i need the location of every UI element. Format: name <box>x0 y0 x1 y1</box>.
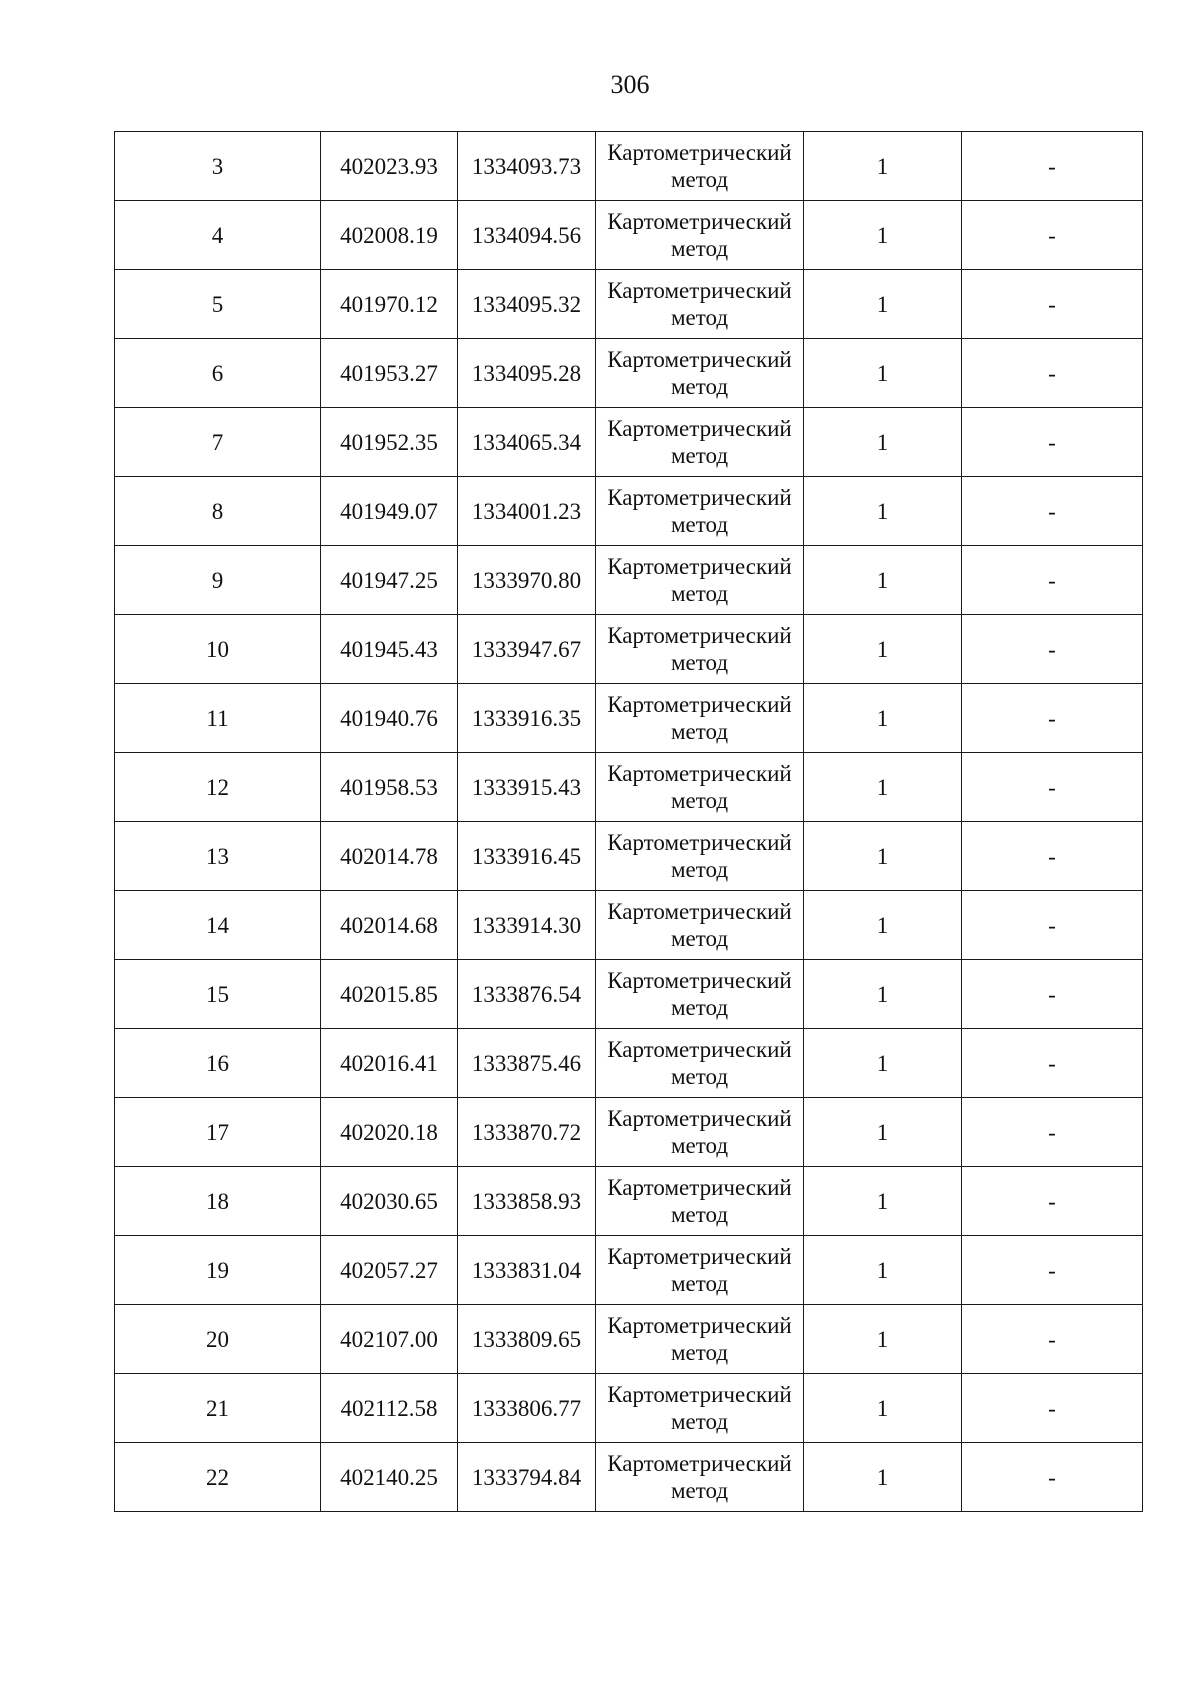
y-coordinate-cell: 1333914.30 <box>458 891 596 960</box>
y-coordinate-cell: 1333870.72 <box>458 1098 596 1167</box>
accuracy-cell: 1 <box>804 1374 962 1443</box>
x-coordinate-cell: 402112.58 <box>321 1374 458 1443</box>
note-cell: - <box>962 477 1143 546</box>
method-label-line-1: Картометрический <box>607 1451 792 1476</box>
note-cell: - <box>962 1029 1143 1098</box>
y-coordinate-cell: 1333875.46 <box>458 1029 596 1098</box>
method-label-line-2: метод <box>670 236 729 261</box>
point-number-cell: 19 <box>115 1236 321 1305</box>
note-cell: - <box>962 1374 1143 1443</box>
method-cell <box>596 132 804 201</box>
method-label-line-1: Картометрический <box>607 554 792 579</box>
x-coordinate-cell: 402015.85 <box>321 960 458 1029</box>
point-number-cell: 21 <box>115 1374 321 1443</box>
accuracy-cell: 1 <box>804 891 962 960</box>
table-row <box>115 270 1143 339</box>
table-row <box>115 1374 1143 1443</box>
note-cell: - <box>962 1305 1143 1374</box>
method-label-line-1: Картометрический <box>607 347 792 372</box>
x-coordinate-cell: 402016.41 <box>321 1029 458 1098</box>
accuracy-cell: 1 <box>804 546 962 615</box>
method-label-line-2: метод <box>670 1064 729 1089</box>
x-coordinate-cell: 402014.78 <box>321 822 458 891</box>
method-cell <box>596 891 804 960</box>
method-label-line-1: Картометрический <box>607 1313 792 1338</box>
page-number: 306 <box>610 70 650 99</box>
method-label-line-2: метод <box>670 650 729 675</box>
note-cell: - <box>962 753 1143 822</box>
method-label-line-2: метод <box>670 1271 729 1296</box>
method-cell <box>596 615 804 684</box>
method-label-line-2: метод <box>670 1133 729 1158</box>
method-cell <box>596 960 804 1029</box>
note-cell: - <box>962 201 1143 270</box>
point-number-cell: 22 <box>115 1443 321 1512</box>
accuracy-cell: 1 <box>804 684 962 753</box>
x-coordinate-cell: 401949.07 <box>321 477 458 546</box>
method-label-line-2: метод <box>670 1340 729 1365</box>
point-number-cell: 20 <box>115 1305 321 1374</box>
method-label-line-2: метод <box>670 581 729 606</box>
method-label-line-2: метод <box>670 1202 729 1227</box>
accuracy-cell: 1 <box>804 1236 962 1305</box>
method-cell <box>596 1167 804 1236</box>
method-cell <box>596 1098 804 1167</box>
method-label-line-1: Картометрический <box>607 1244 792 1269</box>
table-row <box>115 477 1143 546</box>
x-coordinate-cell: 402140.25 <box>321 1443 458 1512</box>
table-row <box>115 822 1143 891</box>
point-number-cell: 13 <box>115 822 321 891</box>
method-cell <box>596 1305 804 1374</box>
note-cell: - <box>962 891 1143 960</box>
method-cell <box>596 408 804 477</box>
y-coordinate-cell: 1334095.28 <box>458 339 596 408</box>
x-coordinate-cell: 401958.53 <box>321 753 458 822</box>
method-label-line-2: метод <box>670 374 729 399</box>
y-coordinate-cell: 1333858.93 <box>458 1167 596 1236</box>
note-cell: - <box>962 960 1143 1029</box>
table-row <box>115 1029 1143 1098</box>
table-row <box>115 684 1143 753</box>
table-row <box>115 960 1143 1029</box>
accuracy-cell: 1 <box>804 753 962 822</box>
point-number-cell: 15 <box>115 960 321 1029</box>
method-label-line-1: Картометрический <box>607 278 792 303</box>
x-coordinate-cell: 402057.27 <box>321 1236 458 1305</box>
note-cell: - <box>962 132 1143 201</box>
coordinates-table <box>114 131 1143 1512</box>
method-label-line-1: Картометрический <box>607 623 792 648</box>
x-coordinate-cell: 401947.25 <box>321 546 458 615</box>
y-coordinate-cell: 1334093.73 <box>458 132 596 201</box>
note-cell: - <box>962 408 1143 477</box>
table-row <box>115 891 1143 960</box>
table-row <box>115 201 1143 270</box>
accuracy-cell: 1 <box>804 1443 962 1512</box>
method-label-line-1: Картометрический <box>607 1175 792 1200</box>
note-cell: - <box>962 1236 1143 1305</box>
x-coordinate-cell: 402107.00 <box>321 1305 458 1374</box>
method-cell <box>596 477 804 546</box>
method-cell <box>596 339 804 408</box>
x-coordinate-cell: 401945.43 <box>321 615 458 684</box>
y-coordinate-cell: 1334095.32 <box>458 270 596 339</box>
accuracy-cell: 1 <box>804 270 962 339</box>
method-cell <box>596 201 804 270</box>
point-number-cell: 4 <box>115 201 321 270</box>
x-coordinate-cell: 402020.18 <box>321 1098 458 1167</box>
point-number-cell: 11 <box>115 684 321 753</box>
y-coordinate-cell: 1333876.54 <box>458 960 596 1029</box>
point-number-cell: 18 <box>115 1167 321 1236</box>
y-coordinate-cell: 1333809.65 <box>458 1305 596 1374</box>
method-cell <box>596 1029 804 1098</box>
y-coordinate-cell: 1333970.80 <box>458 546 596 615</box>
point-number-cell: 8 <box>115 477 321 546</box>
note-cell: - <box>962 1098 1143 1167</box>
table-row <box>115 1305 1143 1374</box>
method-label-line-1: Картометрический <box>607 485 792 510</box>
y-coordinate-cell: 1333806.77 <box>458 1374 596 1443</box>
x-coordinate-cell: 401953.27 <box>321 339 458 408</box>
table-row <box>115 546 1143 615</box>
method-label-line-1: Картометрический <box>607 209 792 234</box>
method-label-line-1: Картометрический <box>607 1037 792 1062</box>
x-coordinate-cell: 402023.93 <box>321 132 458 201</box>
x-coordinate-cell: 402014.68 <box>321 891 458 960</box>
method-label-line-1: Картометрический <box>607 692 792 717</box>
method-label-line-2: метод <box>670 512 729 537</box>
y-coordinate-cell: 1334001.23 <box>458 477 596 546</box>
table-row <box>115 615 1143 684</box>
point-number-cell: 12 <box>115 753 321 822</box>
accuracy-cell: 1 <box>804 132 962 201</box>
method-label-line-1: Картометрический <box>607 140 792 165</box>
point-number-cell: 3 <box>115 132 321 201</box>
accuracy-cell: 1 <box>804 615 962 684</box>
method-cell <box>596 1443 804 1512</box>
method-label-line-1: Картометрический <box>607 830 792 855</box>
method-label-line-2: метод <box>670 1478 729 1503</box>
coordinates-table-body <box>115 132 1143 1512</box>
note-cell: - <box>962 822 1143 891</box>
table-row <box>115 132 1143 201</box>
table-row <box>115 1236 1143 1305</box>
note-cell: - <box>962 339 1143 408</box>
method-label-line-2: метод <box>670 995 729 1020</box>
accuracy-cell: 1 <box>804 1029 962 1098</box>
y-coordinate-cell: 1333916.45 <box>458 822 596 891</box>
method-label-line-2: метод <box>670 1409 729 1434</box>
table-row <box>115 408 1143 477</box>
method-cell <box>596 822 804 891</box>
table-row <box>115 1098 1143 1167</box>
note-cell: - <box>962 1443 1143 1512</box>
accuracy-cell: 1 <box>804 477 962 546</box>
point-number-cell: 9 <box>115 546 321 615</box>
note-cell: - <box>962 615 1143 684</box>
y-coordinate-cell: 1333794.84 <box>458 1443 596 1512</box>
x-coordinate-cell: 401952.35 <box>321 408 458 477</box>
y-coordinate-cell: 1333831.04 <box>458 1236 596 1305</box>
method-label-line-2: метод <box>670 788 729 813</box>
method-label-line-1: Картометрический <box>607 761 792 786</box>
y-coordinate-cell: 1333916.35 <box>458 684 596 753</box>
point-number-cell: 16 <box>115 1029 321 1098</box>
y-coordinate-cell: 1334094.56 <box>458 201 596 270</box>
method-label-line-1: Картометрический <box>607 899 792 924</box>
method-cell <box>596 753 804 822</box>
note-cell: - <box>962 546 1143 615</box>
point-number-cell: 10 <box>115 615 321 684</box>
method-cell <box>596 1236 804 1305</box>
point-number-cell: 5 <box>115 270 321 339</box>
table-row <box>115 1167 1143 1236</box>
method-label-line-2: метод <box>670 857 729 882</box>
x-coordinate-cell: 402030.65 <box>321 1167 458 1236</box>
point-number-cell: 14 <box>115 891 321 960</box>
point-number-cell: 7 <box>115 408 321 477</box>
accuracy-cell: 1 <box>804 960 962 1029</box>
table-row <box>115 753 1143 822</box>
method-label-line-1: Картометрический <box>607 416 792 441</box>
accuracy-cell: 1 <box>804 1305 962 1374</box>
y-coordinate-cell: 1333915.43 <box>458 753 596 822</box>
method-label-line-2: метод <box>670 926 729 951</box>
accuracy-cell: 1 <box>804 201 962 270</box>
method-label-line-2: метод <box>670 305 729 330</box>
accuracy-cell: 1 <box>804 822 962 891</box>
method-label-line-1: Картометрический <box>607 1106 792 1131</box>
method-cell <box>596 684 804 753</box>
method-cell <box>596 270 804 339</box>
method-label-line-1: Картометрический <box>607 968 792 993</box>
method-label-line-2: метод <box>670 443 729 468</box>
note-cell: - <box>962 270 1143 339</box>
table-row <box>115 1443 1143 1512</box>
accuracy-cell: 1 <box>804 408 962 477</box>
method-cell <box>596 1374 804 1443</box>
accuracy-cell: 1 <box>804 1167 962 1236</box>
accuracy-cell: 1 <box>804 1098 962 1167</box>
x-coordinate-cell: 402008.19 <box>321 201 458 270</box>
table-row <box>115 339 1143 408</box>
point-number-cell: 17 <box>115 1098 321 1167</box>
x-coordinate-cell: 401970.12 <box>321 270 458 339</box>
point-number-cell: 6 <box>115 339 321 408</box>
accuracy-cell: 1 <box>804 339 962 408</box>
method-label-line-2: метод <box>670 167 729 192</box>
note-cell: - <box>962 1167 1143 1236</box>
x-coordinate-cell: 401940.76 <box>321 684 458 753</box>
y-coordinate-cell: 1334065.34 <box>458 408 596 477</box>
method-label-line-1: Картометрический <box>607 1382 792 1407</box>
y-coordinate-cell: 1333947.67 <box>458 615 596 684</box>
method-cell <box>596 546 804 615</box>
note-cell: - <box>962 684 1143 753</box>
method-label-line-2: метод <box>670 719 729 744</box>
